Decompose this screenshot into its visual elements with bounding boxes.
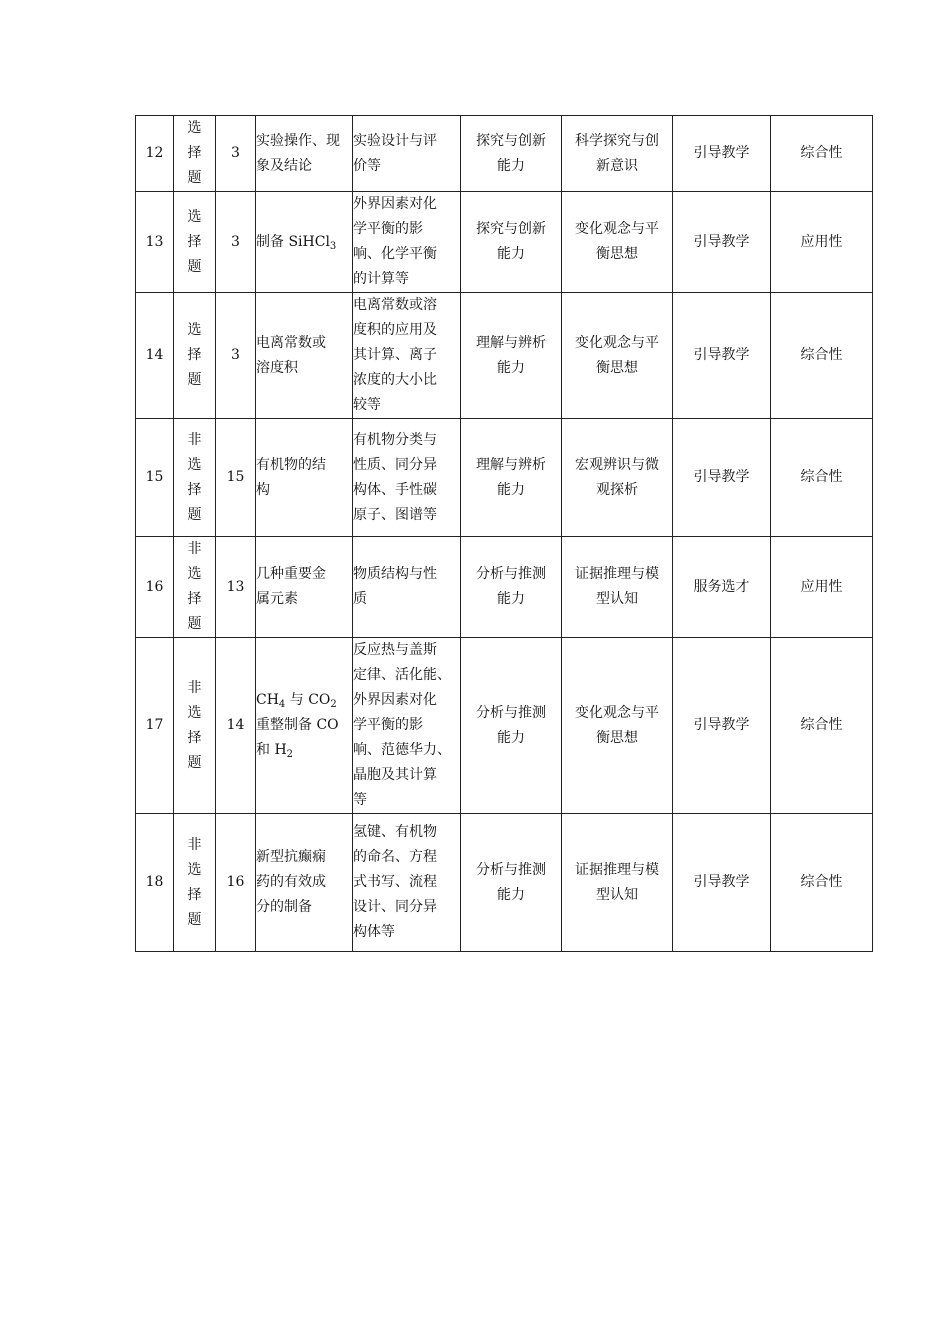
question-number: 16 bbox=[136, 537, 174, 638]
ability: 探究与创新 能力 bbox=[461, 192, 562, 293]
question-type: 选 择 题 bbox=[174, 192, 216, 293]
score: 14 bbox=[216, 638, 256, 814]
table-row bbox=[136, 638, 873, 814]
table-row bbox=[136, 537, 873, 638]
function: 引导教学 bbox=[673, 419, 771, 537]
literacy: 科学探究与创 新意识 bbox=[562, 116, 673, 192]
function: 引导教学 bbox=[673, 814, 771, 952]
nature: 综合性 bbox=[771, 293, 873, 419]
nature: 应用性 bbox=[771, 192, 873, 293]
ability: 分析与推测 能力 bbox=[461, 638, 562, 814]
literacy: 变化观念与平 衡思想 bbox=[562, 638, 673, 814]
score: 13 bbox=[216, 537, 256, 638]
knowledge: 实验设计与评 价等 bbox=[353, 116, 461, 192]
ability: 分析与推测 能力 bbox=[461, 814, 562, 952]
function: 引导教学 bbox=[673, 638, 771, 814]
score: 3 bbox=[216, 192, 256, 293]
score: 3 bbox=[216, 116, 256, 192]
ability: 探究与创新 能力 bbox=[461, 116, 562, 192]
knowledge: 氢键、有机物 的命名、方程 式书写、流程 设计、同分异 构体等 bbox=[353, 814, 461, 952]
score: 3 bbox=[216, 293, 256, 419]
question-number: 14 bbox=[136, 293, 174, 419]
question-number: 13 bbox=[136, 192, 174, 293]
knowledge: 反应热与盖斯 定律、活化能、 外界因素对化 学平衡的影 响、范德华力、 晶胞及其计算 等 bbox=[353, 638, 461, 814]
literacy: 证据推理与模 型认知 bbox=[562, 814, 673, 952]
table-row bbox=[136, 419, 873, 537]
question-type: 选 择 题 bbox=[174, 116, 216, 192]
score: 16 bbox=[216, 814, 256, 952]
content: 制备 SiHCl$_3$ bbox=[256, 192, 353, 293]
function: 引导教学 bbox=[673, 116, 771, 192]
question-type: 非 选 择 题 bbox=[174, 537, 216, 638]
ability: 理解与辨析 能力 bbox=[461, 419, 562, 537]
knowledge: 电离常数或溶 度积的应用及 其计算、离子 浓度的大小比 较等 bbox=[353, 293, 461, 419]
table-row bbox=[136, 192, 873, 293]
knowledge: 外界因素对化 学平衡的影 响、化学平衡 的计算等 bbox=[353, 192, 461, 293]
nature: 综合性 bbox=[771, 116, 873, 192]
question-type: 非 选 择 题 bbox=[174, 814, 216, 952]
question-type: 非 选 择 题 bbox=[174, 638, 216, 814]
function: 引导教学 bbox=[673, 293, 771, 419]
question-type: 选 择 题 bbox=[174, 293, 216, 419]
nature: 综合性 bbox=[771, 814, 873, 952]
ability: 分析与推测 能力 bbox=[461, 537, 562, 638]
question-number: 12 bbox=[136, 116, 174, 192]
exam-spec-table bbox=[135, 115, 873, 952]
knowledge: 有机物分类与 性质、同分异 构体、手性碳 原子、图谱等 bbox=[353, 419, 461, 537]
knowledge: 物质结构与性 质 bbox=[353, 537, 461, 638]
table-row bbox=[136, 293, 873, 419]
content: 新型抗癫痫 药的有效成 分的制备 bbox=[256, 814, 353, 952]
content: 有机物的结 构 bbox=[256, 419, 353, 537]
content: 电离常数或 溶度积 bbox=[256, 293, 353, 419]
question-number: 15 bbox=[136, 419, 174, 537]
function: 服务选才 bbox=[673, 537, 771, 638]
function: 引导教学 bbox=[673, 192, 771, 293]
nature: 综合性 bbox=[771, 419, 873, 537]
content: 几种重要金 属元素 bbox=[256, 537, 353, 638]
literacy: 证据推理与模 型认知 bbox=[562, 537, 673, 638]
table-row bbox=[136, 116, 873, 192]
literacy: 宏观辨识与微 观探析 bbox=[562, 419, 673, 537]
score: 15 bbox=[216, 419, 256, 537]
nature: 应用性 bbox=[771, 537, 873, 638]
table-row bbox=[136, 814, 873, 952]
literacy: 变化观念与平 衡思想 bbox=[562, 192, 673, 293]
nature: 综合性 bbox=[771, 638, 873, 814]
content: $CH_4$ 与 $CO_2$ 重整制备 CO 和 $H_2$ bbox=[256, 638, 353, 814]
question-number: 18 bbox=[136, 814, 174, 952]
question-type: 非 选 择 题 bbox=[174, 419, 216, 537]
question-number: 17 bbox=[136, 638, 174, 814]
literacy: 变化观念与平 衡思想 bbox=[562, 293, 673, 419]
ability: 理解与辨析 能力 bbox=[461, 293, 562, 419]
content: 实验操作、现 象及结论 bbox=[256, 116, 353, 192]
